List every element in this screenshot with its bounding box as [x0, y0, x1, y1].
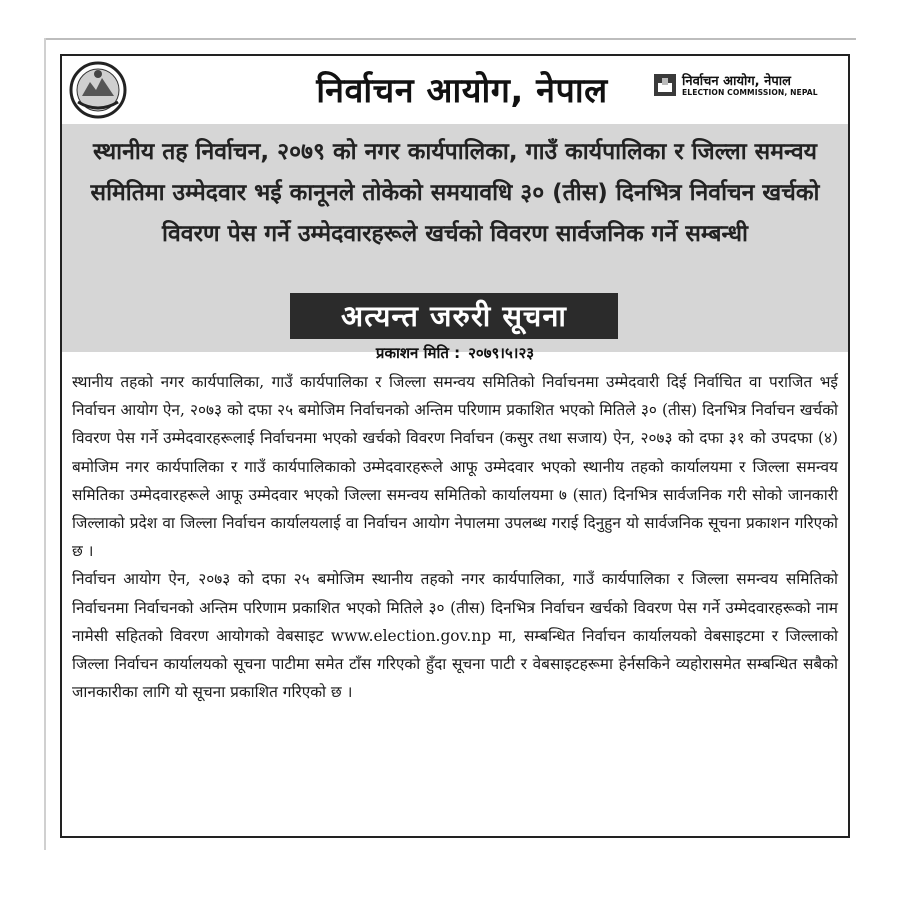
- publication-date-label: प्रकाशन मिति :: [375, 344, 461, 362]
- election-commission-logo: [654, 70, 844, 104]
- publication-date-value: २०७९।५।२३: [468, 344, 535, 362]
- notice-header: [62, 56, 848, 126]
- body-paragraph: निर्वाचन आयोग ऐन, २०७३ को दफा २५ बमोजिम स्थानीय तहको नगर कार्यपालिका, गाउँ कार्यपालिका र जिल्ला समन्वय समितिको निर्वाचनमा निर्वाचनको अन्तिम परिणाम प्रकाशित भएको मितिले ३० (तीस) दिनभित्र निर्वाचन खर्चको विवरण पेस गर्ने उम्मेदवारहरूको नाम नामेसी सहितको विवरण आयोगको वेबसाइट www.election.gov.np मा, सम्बन्धित निर्वाचन कार्यालयको वेबसाइटमा र जिल्लाको जिल्ला निर्वाचन कार्यालयको सूचना पाटीमा समेत टाँस गरिएको हुँदा सूचना पाटी र वेबसाइटहरूमा हेर्नसकिने व्यहोरासमेत सम्बन्धित सबैको जानकारीका लागि यो सूचना प्रकाशित गरिएको छ ।: [72, 570, 838, 702]
- page-title: निर्वाचन आयोग, नेपाल: [316, 71, 608, 111]
- publication-date: [62, 342, 848, 364]
- notice-subject: स्थानीय तह निर्वाचन, २०७९ को नगर कार्यपालिका, गाउँ कार्यपालिका र जिल्ला समन्वय समितिमा उम्मेदवार भई कानूनले तोकेको समयावधि ३० (तीस) दिनभित्र निर्वाचन खर्चको विवरण पेस गर्ने उम्मेदवारहरूले खर्चको विवरण सार्वजनिक गर्ने सम्बन्धी: [90, 139, 820, 247]
- notice-body: [72, 368, 838, 706]
- notice-box: [60, 54, 850, 838]
- logo-text-english: ELECTION COMMISSION, NEPAL: [682, 88, 818, 97]
- body-paragraph: स्थानीय तहको नगर कार्यपालिका, गाउँ कार्यपालिका र जिल्ला समन्वय समितिको निर्वाचनमा उम्मेदवारी दिई निर्वाचित वा पराजित भई निर्वाचन आयोग ऐन, २०७३ को दफा २५ बमोजिम निर्वाचनको अन्तिम परिणाम प्रकाशित भएको मितिले ३० (तीस) दिनभित्र निर्वाचन खर्चको विवरण पेस गर्ने उम्मेदवारहरूलाई निर्वाचनमा भएको खर्चको विवरण निर्वाचन (कसुर तथा सजाय) ऐन, २०७३ को दफा ३१ को उपदफा (४) बमोजिम नगर कार्यपालिका र गाउँ कार्यपालिकाको उम्मेदवारहरूले आफू उम्मेदवार भएको स्थानीय तहको कार्यालयमा र जिल्ला समन्वय समितिका उम्मेदवारहरूले आफू उम्मेदवार भएको जिल्ला समन्वय समितिको कार्यालयमा ७ (सात) दिनभित्र सार्वजनिक गरी सोको जानकारी जिल्लाको प्रदेश वा जिल्ला निर्वाचन कार्यालयलाई वा निर्वाचन आयोग नेपालमा उपलब्ध गराई दिनुहुन यो सार्वजनिक सूचना प्रकाशन गरिएको छ ।: [72, 373, 839, 561]
- urgent-notice-banner: अत्यन्त जरुरी सूचना: [290, 293, 618, 339]
- ballot-box-icon: [654, 74, 676, 96]
- top-divider: [44, 38, 856, 40]
- logo-text-nepali: निर्वाचन आयोग, नेपाल: [682, 74, 791, 89]
- left-divider: [44, 38, 46, 850]
- nepal-emblem-icon: [68, 60, 128, 120]
